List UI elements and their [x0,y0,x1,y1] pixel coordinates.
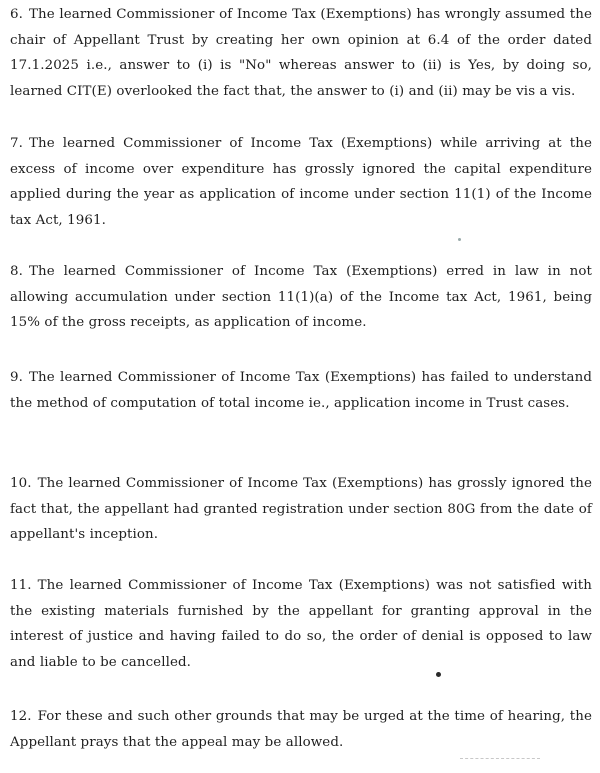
paragraph-number: 11. [10,578,32,593]
paragraph-text: The learned Commissioner of Income Tax (Exemptions) while arriving at the excess of income over expenditure has grossly ignored the capital expenditure applied during the year as application of income under section 11(1) of the Income tax Act, 1961. [10,136,592,228]
paragraph-number: 10. [10,476,32,491]
paragraph-number: 12. [10,709,32,724]
paragraph-text: The learned Commissioner of Income Tax (Exemptions) was not satisfied with the existing materials furnished by the appellant for granting approval in the interest of justice and having failed to do so, the order of denial is opposed to law and liable to be cancelled. [10,578,592,670]
ground-paragraph-12 [10,704,592,755]
ground-paragraph-10 [10,471,592,548]
paragraph-text: The learned Commissioner of Income Tax (Exemptions) has failed to understand the method of computation of total income ie., application income in Trust cases. [10,370,592,411]
scan-artifact-line [460,758,540,760]
paragraph-number: 8. [10,264,23,279]
ground-paragraph-11 [10,573,592,675]
ground-paragraph-8 [10,259,592,336]
paragraph-number: 9. [10,370,23,385]
ground-paragraph-7 [10,131,592,233]
paragraph-number: 6. [10,7,23,22]
paragraph-text: The learned Commissioner of Income Tax (Exemptions) has wrongly assumed the chair of Appellant Trust by creating her own opinion at 6.4 of the order dated 17.1.2025 i.e., answer to (i) is "No" whereas answer to (ii) is Yes, by doing so, learned CIT(E) overlooked the fact that, the answer to (i) and (ii) may be vis a vis. [10,7,592,99]
paragraph-text: The learned Commissioner of Income Tax (Exemptions) has grossly ignored the fact that, the appellant had granted registration under section 80G from the date of appellant's inception. [10,476,592,542]
scan-speck [436,672,441,677]
ground-paragraph-6 [10,2,592,104]
paragraph-text: The learned Commissioner of Income Tax (Exemptions) erred in law in not allowing accumulation under section 11(1)(a) of the Income tax Act, 1961, being 15% of the gross receipts, as application of income. [10,264,592,330]
paragraph-text: For these and such other grounds that may be urged at the time of hearing, the Appellant prays that the appeal may be allowed. [10,709,592,750]
scan-speck [458,238,461,241]
ground-paragraph-9 [10,365,592,416]
paragraph-number: 7. [10,136,23,151]
